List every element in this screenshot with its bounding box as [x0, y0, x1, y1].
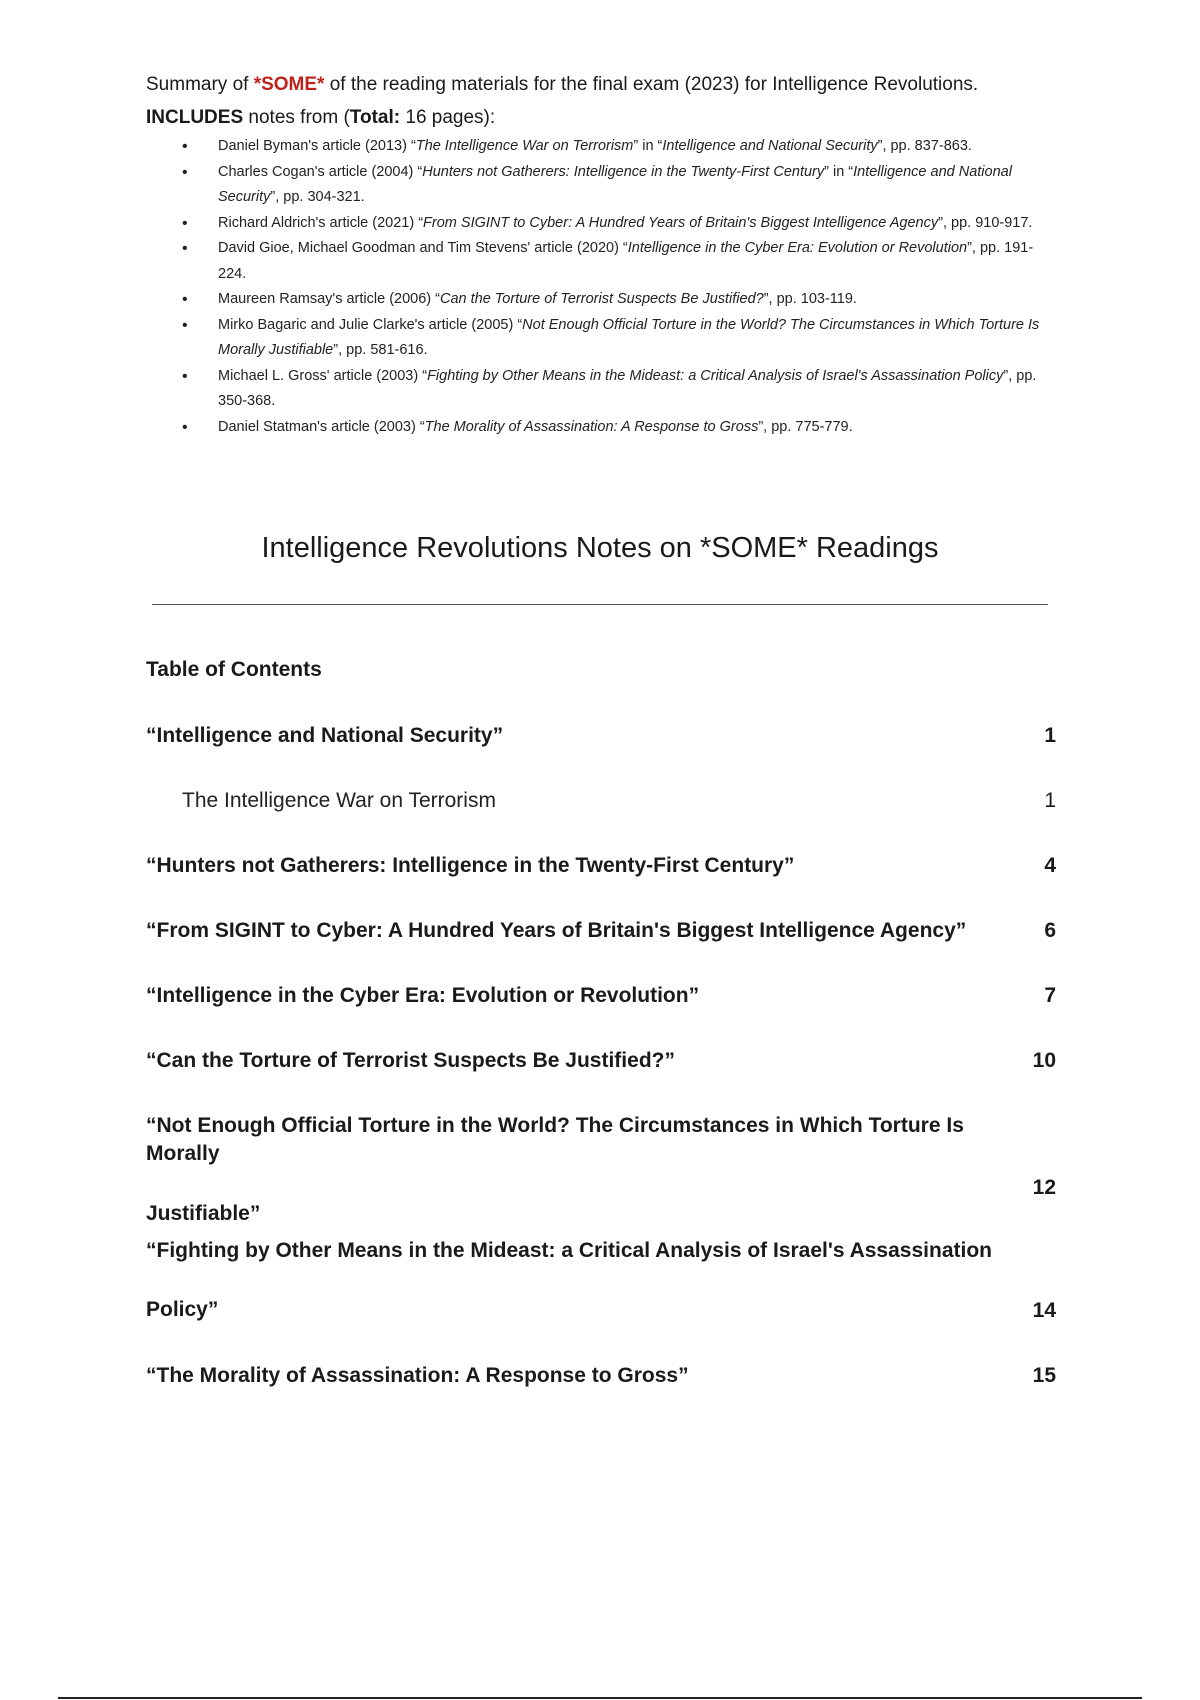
- reading-title: Fighting by Other Means in the Mideast: a Critical Analysis of Israel's Assassination Policy: [427, 367, 1004, 384]
- toc-entry[interactable]: [146, 722, 1056, 750]
- reading-item: [146, 211, 1046, 237]
- reading-journal: Intelligence and National Security: [662, 138, 878, 154]
- toc-page-number: 10: [1032, 1049, 1056, 1072]
- includes-line: [146, 105, 1066, 131]
- toc-entry-label-line2[interactable]: Policy”: [146, 1298, 219, 1321]
- reading-pages: ”, pp. 304-321.: [270, 189, 365, 205]
- toc-entry-label[interactable]: “From SIGINT to Cyber: A Hundred Years of Britain's Biggest Intelligence Agency”: [146, 919, 967, 942]
- reading-pages: ”, pp. 191-224.: [218, 240, 1034, 282]
- reading-title: Intelligence in the Cyber Era: Evolution or Revolution: [627, 240, 968, 256]
- reading-title: Can the Torture of Terrorist Suspects Be Justified?: [439, 291, 764, 307]
- reading-connector: ” in “: [633, 138, 663, 154]
- toc-entry-wrapped[interactable]: [146, 1112, 1056, 1225]
- toc-entry-label[interactable]: “Hunters not Gatherers: Intelligence in the Twenty-First Century”: [146, 854, 795, 877]
- reading-item: [146, 236, 1046, 287]
- toc-entry-label[interactable]: “Intelligence and National Security”: [146, 724, 504, 747]
- toc-page-number: 15: [1032, 1364, 1056, 1387]
- toc-entry[interactable]: [146, 1362, 1056, 1390]
- toc-entry[interactable]: [146, 982, 1056, 1010]
- toc-entry[interactable]: [146, 852, 1056, 880]
- reading-item: [146, 415, 1046, 441]
- document-title: Intelligence Revolutions Notes on *SOME* Readings: [261, 532, 939, 564]
- reading-item: [146, 364, 1046, 415]
- toc-entry-label[interactable]: “Intelligence in the Cyber Era: Evolution or Revolution”: [146, 984, 700, 1007]
- includes-label: INCLUDES: [146, 107, 244, 128]
- page-bottom-rule: [58, 1697, 1142, 1699]
- reading-pages: ”, pp. 103-119.: [763, 291, 857, 307]
- toc-subentry[interactable]: [146, 787, 1056, 815]
- reading-author: Daniel Byman's article (2013) “: [218, 138, 416, 154]
- reading-item: [146, 160, 1046, 211]
- reading-author: Mirko Bagaric and Julie Clarke's article (2005) “: [218, 316, 523, 333]
- summary-line: [146, 72, 1066, 98]
- toc-entry-label-line2[interactable]: Justifiable”: [146, 1202, 261, 1225]
- reading-list: [146, 134, 1046, 440]
- toc-page-number: 6: [1044, 919, 1056, 942]
- toc-entry[interactable]: [146, 917, 1056, 945]
- toc-page-number: 4: [1044, 854, 1056, 877]
- reading-title: From SIGINT to Cyber: A Hundred Years of Britain's Biggest Intelligence Agency: [423, 214, 939, 231]
- includes-mid: notes from (: [243, 107, 350, 128]
- reading-item: [146, 287, 1046, 313]
- toc-page-number: 14: [1032, 1299, 1056, 1322]
- summary-prefix: Summary of: [146, 74, 254, 95]
- toc-page-number: 1: [1044, 789, 1056, 812]
- reading-journal: Intelligence and National Security: [218, 163, 1012, 205]
- reading-author: Michael L. Gross' article (2003) “: [218, 367, 428, 384]
- total-label: Total:: [349, 107, 401, 128]
- reading-title: Not Enough Official Torture in the World? The Circumstances in Which Torture Is Morally Justifiable: [218, 316, 1040, 358]
- toc-entry-wrapped[interactable]: [146, 1237, 1056, 1325]
- summary-suffix: of the reading materials for the final exam (2023) for Intelligence Revolutions.: [324, 74, 979, 95]
- title-divider: [152, 604, 1048, 605]
- reading-pages: ”, pp. 775-779.: [758, 418, 853, 435]
- reading-author: Charles Cogan's article (2004) “: [218, 163, 423, 180]
- toc-page-number: 7: [1044, 984, 1056, 1007]
- toc-page-number: 12: [1032, 1176, 1056, 1199]
- reading-pages: ”, pp. 910-917.: [938, 214, 1033, 231]
- reading-title: The Morality of Assassination: A Response to Gross: [424, 418, 759, 435]
- toc-entry-label[interactable]: “The Morality of Assassination: A Response to Gross”: [146, 1364, 689, 1387]
- reading-author: Richard Aldrich's article (2021) “: [218, 214, 424, 231]
- reading-pages: ”, pp. 581-616.: [333, 342, 428, 358]
- toc-entry-label-line1[interactable]: “Not Enough Official Torture in the World? The Circumstances in Which Torture Is Morally: [146, 1114, 964, 1165]
- total-value: 16 pages):: [400, 107, 496, 128]
- reading-item: [146, 313, 1046, 364]
- reading-item: [146, 134, 1046, 160]
- reading-author: Daniel Statman's article (2003) “: [218, 418, 425, 435]
- toc-entry[interactable]: [146, 1047, 1056, 1075]
- reading-title: The Intelligence War on Terrorism: [415, 138, 634, 154]
- toc-entry-label[interactable]: The Intelligence War on Terrorism: [182, 789, 496, 812]
- some-emphasis: *SOME*: [253, 74, 325, 95]
- reading-pages: ”, pp. 837-863.: [877, 138, 972, 154]
- toc-entry-label-line1[interactable]: “Fighting by Other Means in the Mideast: a Critical Analysis of Israel's Assassination: [146, 1239, 992, 1262]
- reading-connector: ” in “: [824, 163, 854, 180]
- toc-page-number: 1: [1044, 724, 1056, 747]
- reading-pages: ”, pp. 350-368.: [218, 367, 1037, 409]
- toc-heading: Table of Contents: [146, 658, 322, 681]
- reading-author: Maureen Ramsay's article (2006) “: [218, 291, 440, 307]
- reading-title: Hunters not Gatherers: Intelligence in the Twenty-First Century: [422, 163, 825, 180]
- toc-entry-label[interactable]: “Can the Torture of Terrorist Suspects Be Justified?”: [146, 1049, 675, 1072]
- reading-author: David Gioe, Michael Goodman and Tim Stevens' article (2020) “: [218, 240, 628, 256]
